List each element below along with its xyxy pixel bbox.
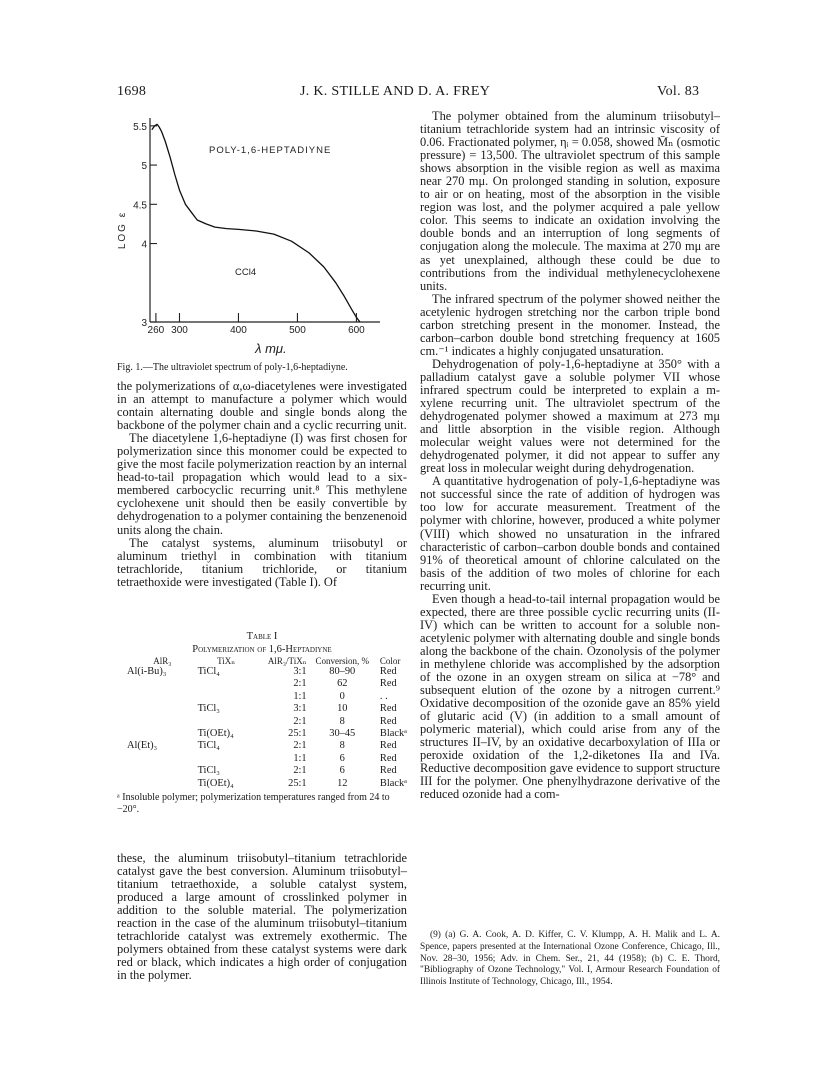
cell-tixn	[198, 678, 255, 690]
uv-spectrum-chart	[112, 110, 412, 360]
footnote-text: (9) (a) G. A. Cook, A. D. Kiffer, C. V. Klumpp, A. H. Malik and L. A. Spence, papers presented at the International Ozone Conference, Chicago, Ill., Nov. 28–30, 1956; Adv. in Chem. Ser., 21, 44 (1958); (b) C. E. Thord, "Bibliography of Ozone Technology," Vol. I, Armour Research Foundation of Illinois Institute of Technology, Chicago, Ill., 1954.	[420, 930, 720, 988]
col-header-tixn: TiXₙ	[217, 656, 236, 666]
cell-tixn	[198, 753, 255, 765]
table-row	[117, 778, 407, 790]
table-row	[117, 678, 407, 690]
cell-conversion: 8	[339, 715, 345, 727]
body-paragraph: A quantitative hydrogenation of poly-1,6-heptadiyne was not successful since the rate of addition of hydrogen was too low for accurate measurement. Treatment of the polymer with chlorine, however, produced a white polymer (VIII) which showed no unsaturation in the infrared characteristic of carbon–carbon double bonds and contained 91% of theoretical amount of chlorine calculated on the basis of the addition of two moles of chlorine for each recurring unit.	[420, 474, 720, 593]
body-paragraph: the polymerizations of α,ω-diacetylenes were investigated in an attempt to manufacture a polymer which would contain alternating double and single bonds along the backbone of the polymer chain and a cyclic recurring unit.	[117, 379, 407, 433]
polymer-name-annotation: POLY-1,6-HEPTADIYNE	[209, 145, 332, 156]
left-column-continued	[117, 852, 407, 982]
cell-tixn: TiCl₃	[197, 765, 220, 777]
table-row	[117, 740, 407, 752]
x-tick-label: 500	[289, 325, 306, 336]
table-label: Table I	[246, 631, 278, 642]
body-paragraph: The polymer obtained from the aluminum triisobutyl–titanium tetrachloride system had an intrinsic viscosity of 0.06. Fractionated polymer, ηᵢ = 0.058, showed M̄ₙ (osmotic pressure) = 13,500. The ultraviolet spectrum of this sample shows absorption in the visible region as well as maxima near 270 mμ. On prolonged standing in solution, exposure to air or on heating, most of the absorption in the visible region was lost, and the polymer acquired a pale yellow color. This seems to indicate an oxidation involving the double bonds and an interruption of long segments of conjugation along the molecule. The maxima at 270 mμ are as yet unexplained, although these could be due to contributions from the individual methylenecyclohexene units.	[420, 109, 720, 293]
cell-ratio: 1:1	[293, 752, 307, 764]
table-row	[117, 703, 407, 715]
table-footnote: ᵃ Insoluble polymer; polymerization temperatures ranged from 24 to −20°.	[117, 792, 390, 816]
table-row	[117, 753, 407, 765]
y-tick-label: 3	[141, 318, 147, 329]
col-header-color: Color	[379, 656, 401, 666]
table-1	[117, 630, 407, 816]
page-number: 1698	[117, 84, 147, 99]
y-tick-label: 5	[141, 161, 147, 173]
footnote	[420, 930, 720, 989]
cell-conversion: 62	[337, 678, 348, 690]
cell-alr3	[117, 691, 198, 703]
cell-tixn: Ti(OEt)₄	[197, 728, 234, 740]
right-column	[420, 110, 720, 801]
cell-conversion: 80–90	[329, 666, 356, 677]
cell-conversion: 10	[337, 703, 348, 715]
cell-tixn: Ti(OEt)₄	[197, 777, 234, 789]
table-row	[117, 666, 407, 678]
cell-conversion: 30–45	[329, 728, 356, 740]
cell-conversion: 6	[339, 765, 345, 777]
cell-color: Red	[379, 715, 397, 727]
table-row	[117, 765, 407, 777]
body-paragraph: The diacetylene 1,6-heptadiyne (I) was first chosen for polymerization since this monomer could be expected to give the most facile polymerization reaction by an internal head-to-tail propagation which would lead to a six-membered carbocyclic recurring unit.⁸ This methylene cyclohexene unit should then be easily convertible by dehydrogenation to a polymer containing the benzenenoid units along the chain.	[117, 431, 407, 537]
body-paragraph: The infrared spectrum of the polymer showed neither the acetylenic hydrogen stretching nor the carbon triple bond carbon stretching present in the monomer. Instead, the carbon–carbon double bond stretching frequency at 1605 cm.⁻¹ indicates a highly conjugated unsaturation.	[420, 291, 720, 358]
y-tick-label: 4.5	[133, 200, 147, 212]
cell-ratio: 2:1	[293, 765, 307, 777]
cell-color: Red	[379, 666, 397, 677]
cell-ratio: 2:1	[293, 715, 307, 727]
x-tick-label: 400	[230, 325, 247, 336]
cell-ratio: 1:1	[293, 690, 307, 702]
cell-conversion: 6	[339, 752, 345, 764]
cell-color: . .	[379, 690, 388, 702]
cell-color: Red	[379, 678, 397, 690]
table-row	[117, 691, 407, 703]
cell-ratio: 2:1	[293, 740, 307, 752]
figure-caption: Fig. 1.—The ultraviolet spectrum of poly-1,6-heptadiyne.	[117, 362, 348, 373]
col-header-alr3: AlR₃	[153, 656, 172, 666]
cell-ratio: 3:1	[293, 703, 307, 715]
cell-tixn: TiCl₃	[197, 703, 220, 715]
table-grid	[117, 657, 407, 790]
cell-tixn	[198, 716, 255, 728]
cell-alr3	[117, 728, 198, 740]
cell-alr3: Al(Et)₃	[127, 740, 158, 752]
cell-color: Blackᵃ	[379, 777, 407, 789]
x-tick-label: 300	[171, 325, 188, 336]
cell-alr3	[117, 716, 198, 728]
volume-label: Vol. 83	[657, 84, 700, 99]
cell-alr3	[117, 778, 198, 790]
cell-alr3	[117, 678, 198, 690]
cell-tixn: TiCl₄	[197, 666, 220, 677]
table-row	[117, 716, 407, 728]
cell-tixn	[198, 691, 255, 703]
col-header-ratio: AlR₃/TiXₙ	[267, 656, 307, 666]
solvent-annotation: CCl4	[235, 267, 257, 278]
cell-color: Red	[379, 752, 397, 764]
cell-ratio: 25:1	[288, 728, 307, 740]
col-header-conversion: Conversion, %	[315, 656, 370, 666]
left-column	[117, 380, 407, 589]
cell-ratio: 3:1	[293, 666, 307, 677]
cell-color: Blackᵃ	[379, 728, 407, 740]
cell-tixn: TiCl₄	[197, 740, 220, 752]
y-tick-label: 5.5	[133, 121, 147, 133]
cell-ratio: 25:1	[288, 777, 307, 789]
cell-ratio: 2:1	[293, 678, 307, 690]
cell-alr3	[117, 765, 198, 777]
body-paragraph: Even though a head-to-tail internal propagation would be expected, there are three possible cyclic recurring units (II-IV) which can be written to account for a soluble non-acetylenic polymer with alternating double and single bonds along the backbone of the chain. Ozonolysis of the polymer in methylene chloride was accomplished by the adsorption of the ozone in an oxygen stream on silica at −78° and subsequent elution of the ozone by a nitrogen current.⁹ Oxidative decomposition of the ozonide gave an 85% yield of glutaric acid (V) (in addition to a small amount of polymeric material), which could arise from any of the structures II–IV, by an oxidative decarboxylation of IIIa or peroxide oxidation of the 1,2-diketones IIa and IVa. Reductive decomposition gave evidence to support structure III for the polymer. One phenylhydrazone derivative of the reduced ozonide had a com-	[420, 591, 720, 802]
x-axis-label: λ mμ.	[255, 341, 287, 356]
table-header-row	[117, 657, 407, 666]
x-tick-label: 600	[348, 325, 365, 336]
cell-conversion: 12	[337, 777, 348, 789]
cell-color: Red	[379, 703, 397, 715]
table-row	[117, 728, 407, 740]
cell-color: Red	[379, 740, 397, 752]
y-tick-label: 4	[141, 239, 147, 251]
cell-alr3	[117, 753, 198, 765]
y-axis-label: LOG ε	[117, 210, 128, 250]
cell-conversion: 8	[339, 740, 345, 752]
cell-conversion: 0	[339, 690, 345, 702]
body-paragraph: Dehydrogenation of poly-1,6-heptadiyne at 350° with a palladium catalyst gave a soluble polymer VII whose infrared spectrum could be interpreted to explain a m-xylene recurring unit. The ultraviolet spectrum of the dehydrogenated polymer showed a maximum at 273 mμ and little absorption in the visible region. Although molecular weight values were not determined for the dehydrogenated polymer, it did not appear to suffer any great loss in molecular weight during dehydrogenation.	[420, 356, 720, 476]
body-paragraph: these, the aluminum triisobutyl–titanium tetrachloride catalyst gave the best conversion. Aluminum triisobutyl–titanium tetraethoxide, a soluble catalyst system, produced a large amount of crosslinked polymer in addition to the soluble material. The polymerization reaction in the case of the aluminum triisobutyl–titanium tetrachloride catalyst was extremely exothermic. The polymers obtained from these catalyst systems were dark red or black, which indicates a high order of conjugation in the polymer.	[117, 851, 407, 983]
body-paragraph: The catalyst systems, aluminum triisobutyl or aluminum triethyl in combination with titanium tetrachloride, titanium trichloride, or titanium tetraethoxide were investigated (Table I). Of	[117, 535, 407, 589]
x-tick-label: 260	[147, 325, 165, 336]
cell-alr3: Al(i-Bu)₃	[127, 666, 167, 677]
running-head-authors: J. K. STILLE AND D. A. FREY	[300, 84, 491, 99]
table-title: Polymerization of 1,6-Heptadiyne	[192, 644, 332, 655]
cell-color: Red	[379, 765, 397, 777]
cell-alr3	[117, 703, 198, 715]
